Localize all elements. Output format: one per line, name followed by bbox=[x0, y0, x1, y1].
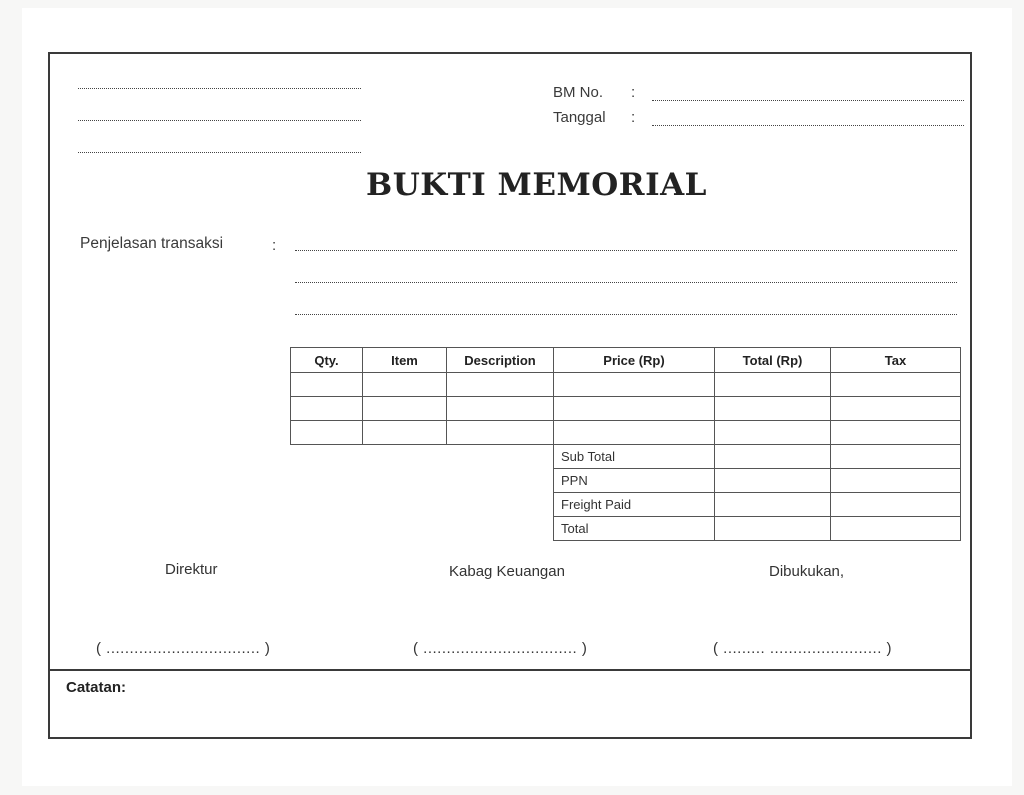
table-cell[interactable] bbox=[831, 421, 961, 445]
items-table bbox=[290, 347, 961, 541]
transaction-colon: : bbox=[272, 237, 277, 254]
summary-row-subtotal bbox=[291, 445, 961, 469]
freight-amount[interactable] bbox=[715, 493, 831, 517]
summary-row-ppn bbox=[291, 469, 961, 493]
table-cell[interactable] bbox=[447, 397, 554, 421]
col-description: Description bbox=[447, 348, 554, 373]
table-cell[interactable] bbox=[291, 397, 363, 421]
table-cell[interactable] bbox=[715, 397, 831, 421]
address-line-2[interactable] bbox=[78, 120, 361, 121]
table-header-row bbox=[291, 348, 961, 373]
total-label: Total bbox=[554, 517, 715, 541]
table-cell[interactable] bbox=[715, 421, 831, 445]
table-cell[interactable] bbox=[291, 421, 363, 445]
subtotal-tax[interactable] bbox=[831, 445, 961, 469]
blank-area bbox=[291, 493, 554, 517]
notes-label: Catatan: bbox=[66, 679, 127, 696]
table-row bbox=[291, 421, 961, 445]
transaction-line-2[interactable] bbox=[295, 282, 957, 283]
table-row bbox=[291, 397, 961, 421]
ppn-tax[interactable] bbox=[831, 469, 961, 493]
col-qty: Qty. bbox=[291, 348, 363, 373]
table-cell[interactable] bbox=[831, 397, 961, 421]
table-row bbox=[291, 373, 961, 397]
blank-area bbox=[291, 445, 554, 469]
table-cell[interactable] bbox=[554, 397, 715, 421]
blank-area bbox=[291, 517, 554, 541]
total-tax[interactable] bbox=[831, 517, 961, 541]
subtotal-label: Sub Total bbox=[554, 445, 715, 469]
signature-finance-label: Kabag Keuangan bbox=[449, 563, 565, 580]
memorial-voucher-form bbox=[48, 52, 972, 739]
table-cell[interactable] bbox=[291, 373, 363, 397]
signature-booked-label: Dibukukan, bbox=[769, 563, 845, 580]
transaction-label: Penjelasan transaksi bbox=[80, 235, 224, 252]
page-title: BUKTI MEMORIAL bbox=[366, 167, 707, 203]
bm-no-field[interactable] bbox=[652, 100, 964, 101]
signature-booked-line[interactable]: ( ......... ........................ ) bbox=[713, 640, 893, 657]
tanggal-colon: : bbox=[631, 109, 636, 126]
freight-tax[interactable] bbox=[831, 493, 961, 517]
table-cell[interactable] bbox=[554, 373, 715, 397]
table-cell[interactable] bbox=[715, 373, 831, 397]
signature-finance-line[interactable]: ( ................................. ) bbox=[413, 640, 588, 657]
col-tax: Tax bbox=[831, 348, 961, 373]
bm-no-label: BM No. bbox=[553, 84, 604, 101]
blank-area bbox=[291, 469, 554, 493]
total-amount[interactable] bbox=[715, 517, 831, 541]
col-item: Item bbox=[363, 348, 447, 373]
table-cell[interactable] bbox=[447, 373, 554, 397]
tanggal-label: Tanggal bbox=[553, 109, 606, 126]
transaction-line-1[interactable] bbox=[295, 250, 957, 251]
col-total: Total (Rp) bbox=[715, 348, 831, 373]
notes-section bbox=[50, 669, 970, 696]
table-cell[interactable] bbox=[363, 373, 447, 397]
address-line-3[interactable] bbox=[78, 152, 361, 153]
transaction-line-3[interactable] bbox=[295, 314, 957, 315]
address-line-1[interactable] bbox=[78, 88, 361, 89]
bm-no-colon: : bbox=[631, 84, 636, 101]
signature-director-line[interactable]: ( ................................. ) bbox=[96, 640, 271, 657]
col-price: Price (Rp) bbox=[554, 348, 715, 373]
summary-row-freight bbox=[291, 493, 961, 517]
subtotal-amount[interactable] bbox=[715, 445, 831, 469]
ppn-label: PPN bbox=[554, 469, 715, 493]
summary-row-total bbox=[291, 517, 961, 541]
table-cell[interactable] bbox=[831, 373, 961, 397]
ppn-amount[interactable] bbox=[715, 469, 831, 493]
table-cell[interactable] bbox=[554, 421, 715, 445]
table-cell[interactable] bbox=[447, 421, 554, 445]
freight-label: Freight Paid bbox=[554, 493, 715, 517]
table-cell[interactable] bbox=[363, 421, 447, 445]
table-cell[interactable] bbox=[363, 397, 447, 421]
tanggal-field[interactable] bbox=[652, 125, 964, 126]
signature-director-label: Direktur bbox=[165, 561, 218, 578]
